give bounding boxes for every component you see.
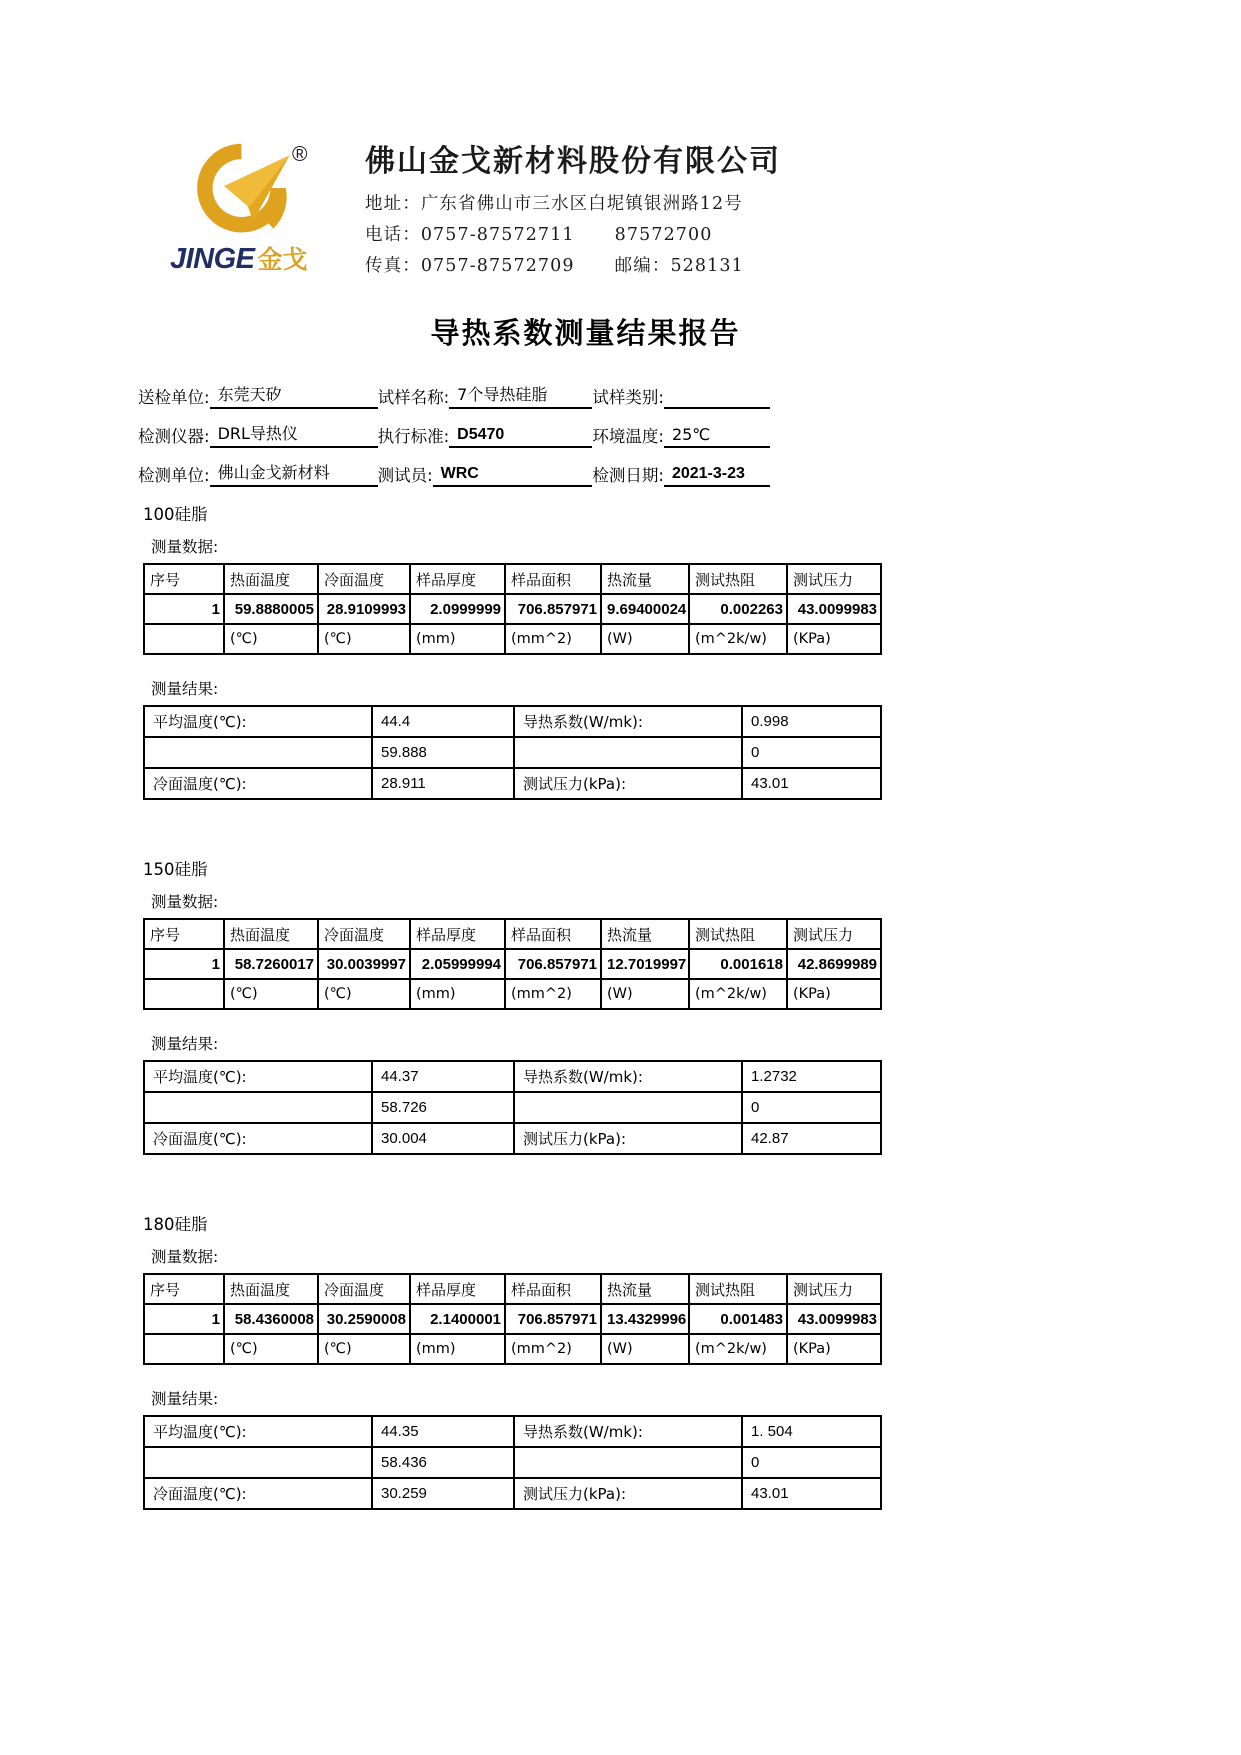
company-fax-line xyxy=(365,252,781,277)
measurement-data-label: 测量数据: xyxy=(151,1248,219,1266)
table-cell: 2.05999994 xyxy=(410,949,505,979)
result-label-pressure: 测试压力(kPa): xyxy=(514,1478,742,1509)
unit-cell: (mm) xyxy=(410,979,505,1009)
result-row xyxy=(144,1092,881,1123)
table-cell: 43.0099983 xyxy=(787,1304,881,1334)
meta-field-value[interactable]: 7个导热硅脂 xyxy=(449,382,592,409)
measurement-results-table xyxy=(143,705,882,800)
section-title: 100硅脂 xyxy=(143,505,208,524)
column-header: 序号 xyxy=(144,564,224,594)
meta-field-value[interactable]: DRL导热仪 xyxy=(210,421,378,448)
column-header: 测试压力 xyxy=(787,1274,881,1304)
column-header: 冷面温度 xyxy=(318,1274,410,1304)
meta-field-value[interactable]: 25℃ xyxy=(664,425,770,448)
unit-cell xyxy=(144,979,224,1009)
meta-field xyxy=(138,421,378,448)
table-cell: 28.9109993 xyxy=(318,594,410,624)
column-header: 测试热阻 xyxy=(689,919,787,949)
meta-field-value[interactable] xyxy=(664,388,770,409)
meta-field xyxy=(138,382,378,409)
measurement-data-table xyxy=(143,918,882,1010)
meta-field-label: 检测单位: xyxy=(138,466,210,485)
column-header: 序号 xyxy=(144,919,224,949)
table-row xyxy=(144,949,881,979)
result-row xyxy=(144,737,881,768)
measurement-section xyxy=(0,1211,1241,1510)
section-spacer xyxy=(0,1155,1241,1197)
meta-field-row xyxy=(138,382,770,409)
result-value-conductivity: 1.2732 xyxy=(742,1061,881,1092)
phone-value: 0757-87572711 xyxy=(420,225,575,245)
meta-field xyxy=(378,382,593,409)
table-header-row xyxy=(144,1274,881,1304)
table-cell: 2.0999999 xyxy=(410,594,505,624)
table-cell: 43.0099983 xyxy=(787,594,881,624)
result-row xyxy=(144,1478,881,1509)
result-label-blank xyxy=(144,1092,372,1123)
result-value-pressure: 43.01 xyxy=(742,1478,881,1509)
column-header: 样品厚度 xyxy=(410,919,505,949)
result-value-secondary: 0 xyxy=(742,737,881,768)
unit-cell: (m^2k/w) xyxy=(689,624,787,654)
column-header: 样品面积 xyxy=(505,564,601,594)
table-units-row xyxy=(144,1334,881,1364)
column-header: 热面温度 xyxy=(224,919,318,949)
result-label-blank-2 xyxy=(514,1447,742,1478)
meta-field-value[interactable]: 佛山金戈新材料 xyxy=(210,460,378,487)
report-meta-fields xyxy=(0,382,770,487)
company-phone-line xyxy=(365,221,781,246)
meta-field-label: 试样名称: xyxy=(377,388,450,407)
table-row xyxy=(144,594,881,624)
column-header: 测试热阻 xyxy=(689,1274,787,1304)
result-label-cold-temp: 冷面温度(℃): xyxy=(144,1123,372,1154)
column-header: 冷面温度 xyxy=(318,919,410,949)
unit-cell: (℃) xyxy=(318,624,410,654)
table-cell: 58.4360008 xyxy=(224,1304,318,1334)
result-label-conductivity: 导热系数(W/mk): xyxy=(514,1416,742,1447)
unit-cell: (KPa) xyxy=(787,624,881,654)
meta-field xyxy=(592,421,770,448)
phone-alt-value: 87572700 xyxy=(614,225,713,245)
company-info xyxy=(343,130,781,283)
meta-field-label: 检测日期: xyxy=(592,466,664,485)
page-title: 导热系数测量结果报告 xyxy=(430,316,741,350)
result-row xyxy=(144,1123,881,1154)
table-units-row xyxy=(144,624,881,654)
logo-wordmark-en: JINGE xyxy=(170,243,255,275)
table-cell: 30.2590008 xyxy=(318,1304,410,1334)
logo-wordmark-cn: 金戈 xyxy=(257,245,308,274)
section-title: 180硅脂 xyxy=(143,1215,208,1234)
measurement-data-table xyxy=(143,1273,882,1365)
measurement-results-label: 测量结果: xyxy=(151,680,219,698)
column-header: 冷面温度 xyxy=(318,564,410,594)
result-label-cold-temp: 冷面温度(℃): xyxy=(144,768,372,799)
fax-label: 传真： xyxy=(365,256,421,276)
column-header: 热流量 xyxy=(601,919,689,949)
unit-cell: (W) xyxy=(601,1334,689,1364)
section-title: 150硅脂 xyxy=(143,860,208,879)
result-label-pressure: 测试压力(kPa): xyxy=(514,768,742,799)
measurement-results-label: 测量结果: xyxy=(151,1035,219,1053)
column-header: 测试压力 xyxy=(787,919,881,949)
result-label-blank-2 xyxy=(514,1092,742,1123)
postcode-value: 528131 xyxy=(670,256,744,276)
meta-field-value[interactable]: D5470 xyxy=(449,426,592,448)
table-cell: 706.857971 xyxy=(505,594,601,624)
result-label-avg-temp: 平均温度(℃): xyxy=(144,1061,372,1092)
meta-field-value[interactable]: 2021-3-23 xyxy=(664,465,770,487)
fax-value: 0757-87572709 xyxy=(420,256,575,276)
meta-field-label: 测试员: xyxy=(377,466,433,485)
meta-field-row xyxy=(138,421,770,448)
result-value-avg-temp: 44.37 xyxy=(372,1061,514,1092)
result-value-avg-temp: 44.4 xyxy=(372,706,514,737)
result-label-conductivity: 导热系数(W/mk): xyxy=(514,706,742,737)
result-value-hot-temp: 58.726 xyxy=(372,1092,514,1123)
result-value-cold-temp: 30.259 xyxy=(372,1478,514,1509)
measurement-results-label: 测量结果: xyxy=(151,1390,219,1408)
table-cell: 1 xyxy=(144,949,224,979)
column-header: 序号 xyxy=(144,1274,224,1304)
unit-cell: (℃) xyxy=(224,979,318,1009)
unit-cell: (KPa) xyxy=(787,1334,881,1364)
unit-cell: (m^2k/w) xyxy=(689,979,787,1009)
meta-field-label: 环境温度: xyxy=(592,427,664,446)
result-value-pressure: 43.01 xyxy=(742,768,881,799)
table-cell: 59.8880005 xyxy=(224,594,318,624)
measurement-section xyxy=(0,856,1241,1155)
table-cell: 30.0039997 xyxy=(318,949,410,979)
letterhead xyxy=(0,0,1241,283)
registered-trademark-icon: ® xyxy=(292,143,308,166)
unit-cell: (mm) xyxy=(410,624,505,654)
result-label-blank-2 xyxy=(514,737,742,768)
table-cell: 706.857971 xyxy=(505,949,601,979)
measurement-data-label: 测量数据: xyxy=(151,893,219,911)
result-label-cold-temp: 冷面温度(℃): xyxy=(144,1478,372,1509)
result-row xyxy=(144,1061,881,1092)
column-header: 热面温度 xyxy=(224,1274,318,1304)
unit-cell xyxy=(144,624,224,654)
table-header-row xyxy=(144,564,881,594)
table-cell: 58.7260017 xyxy=(224,949,318,979)
address-value: 广东省佛山市三水区白坭镇银洲路12号 xyxy=(420,194,743,214)
table-row xyxy=(144,1304,881,1334)
meta-field-value[interactable]: WRC xyxy=(433,465,593,487)
result-value-secondary: 0 xyxy=(742,1092,881,1123)
unit-cell: (℃) xyxy=(318,979,410,1009)
jinge-logo-icon xyxy=(174,136,309,244)
meta-field xyxy=(138,460,378,487)
table-cell: 13.4329996 xyxy=(601,1304,689,1334)
meta-field xyxy=(592,382,770,409)
meta-field xyxy=(378,460,593,487)
meta-field-row xyxy=(138,460,770,487)
unit-cell: (℃) xyxy=(224,1334,318,1364)
table-cell: 0.002263 xyxy=(689,594,787,624)
measurement-results-table xyxy=(143,1060,882,1155)
column-header: 样品面积 xyxy=(505,919,601,949)
table-cell: 1 xyxy=(144,594,224,624)
meta-field-label: 检测仪器: xyxy=(138,427,210,446)
unit-cell xyxy=(144,1334,224,1364)
result-value-cold-temp: 28.911 xyxy=(372,768,514,799)
unit-cell: (mm^2) xyxy=(505,979,601,1009)
result-row xyxy=(144,706,881,737)
measurement-results-table xyxy=(143,1415,882,1510)
result-label-avg-temp: 平均温度(℃): xyxy=(144,1416,372,1447)
measurement-sections xyxy=(0,501,1241,1510)
unit-cell: (mm^2) xyxy=(505,624,601,654)
column-header: 热流量 xyxy=(601,564,689,594)
result-value-conductivity: 1. 504 xyxy=(742,1416,881,1447)
table-cell: 706.857971 xyxy=(505,1304,601,1334)
column-header: 样品厚度 xyxy=(410,564,505,594)
table-cell: 9.69400024 xyxy=(601,594,689,624)
measurement-section xyxy=(0,501,1241,800)
column-header: 测试压力 xyxy=(787,564,881,594)
unit-cell: (mm^2) xyxy=(505,1334,601,1364)
section-spacer xyxy=(0,800,1241,842)
table-cell: 0.001618 xyxy=(689,949,787,979)
table-cell: 12.7019997 xyxy=(601,949,689,979)
result-label-conductivity: 导热系数(W/mk): xyxy=(514,1061,742,1092)
unit-cell: (℃) xyxy=(318,1334,410,1364)
meta-field-label: 试样类别: xyxy=(592,388,664,407)
result-value-hot-temp: 58.436 xyxy=(372,1447,514,1478)
table-cell: 1 xyxy=(144,1304,224,1334)
phone-label: 电话： xyxy=(365,225,421,245)
unit-cell: (W) xyxy=(601,624,689,654)
unit-cell: (W) xyxy=(601,979,689,1009)
result-value-hot-temp: 59.888 xyxy=(372,737,514,768)
unit-cell: (KPa) xyxy=(787,979,881,1009)
table-cell: 2.1400001 xyxy=(410,1304,505,1334)
column-header: 热流量 xyxy=(601,1274,689,1304)
column-header: 热面温度 xyxy=(224,564,318,594)
meta-field-label: 执行标准: xyxy=(377,427,450,446)
company-address-line xyxy=(365,190,781,215)
meta-field-label: 送检单位: xyxy=(138,388,210,407)
result-value-secondary: 0 xyxy=(742,1447,881,1478)
result-label-blank xyxy=(144,737,372,768)
result-value-cold-temp: 30.004 xyxy=(372,1123,514,1154)
measurement-data-table xyxy=(143,563,882,655)
postcode-label: 邮编： xyxy=(614,256,671,276)
result-label-pressure: 测试压力(kPa): xyxy=(514,1123,742,1154)
result-value-pressure: 42.87 xyxy=(742,1123,881,1154)
meta-field xyxy=(378,421,593,448)
unit-cell: (mm) xyxy=(410,1334,505,1364)
column-header: 样品厚度 xyxy=(410,1274,505,1304)
address-label: 地址： xyxy=(365,194,421,214)
company-name: 佛山金戈新材料股份有限公司 xyxy=(365,144,781,179)
result-row xyxy=(144,768,881,799)
result-row xyxy=(144,1447,881,1478)
result-value-avg-temp: 44.35 xyxy=(372,1416,514,1447)
table-cell: 0.001483 xyxy=(689,1304,787,1334)
table-header-row xyxy=(144,919,881,949)
meta-field xyxy=(592,460,770,487)
meta-field-value[interactable]: 东莞天矽 xyxy=(210,382,378,409)
result-label-blank xyxy=(144,1447,372,1478)
unit-cell: (m^2k/w) xyxy=(689,1334,787,1364)
unit-cell: (℃) xyxy=(224,624,318,654)
logo-wordmark xyxy=(170,240,343,276)
company-logo xyxy=(168,130,343,276)
column-header: 测试热阻 xyxy=(689,564,787,594)
result-label-avg-temp: 平均温度(℃): xyxy=(144,706,372,737)
result-row xyxy=(144,1416,881,1447)
table-units-row xyxy=(144,979,881,1009)
column-header: 样品面积 xyxy=(505,1274,601,1304)
measurement-data-label: 测量数据: xyxy=(151,538,219,556)
table-cell: 42.8699989 xyxy=(787,949,881,979)
result-value-conductivity: 0.998 xyxy=(742,706,881,737)
